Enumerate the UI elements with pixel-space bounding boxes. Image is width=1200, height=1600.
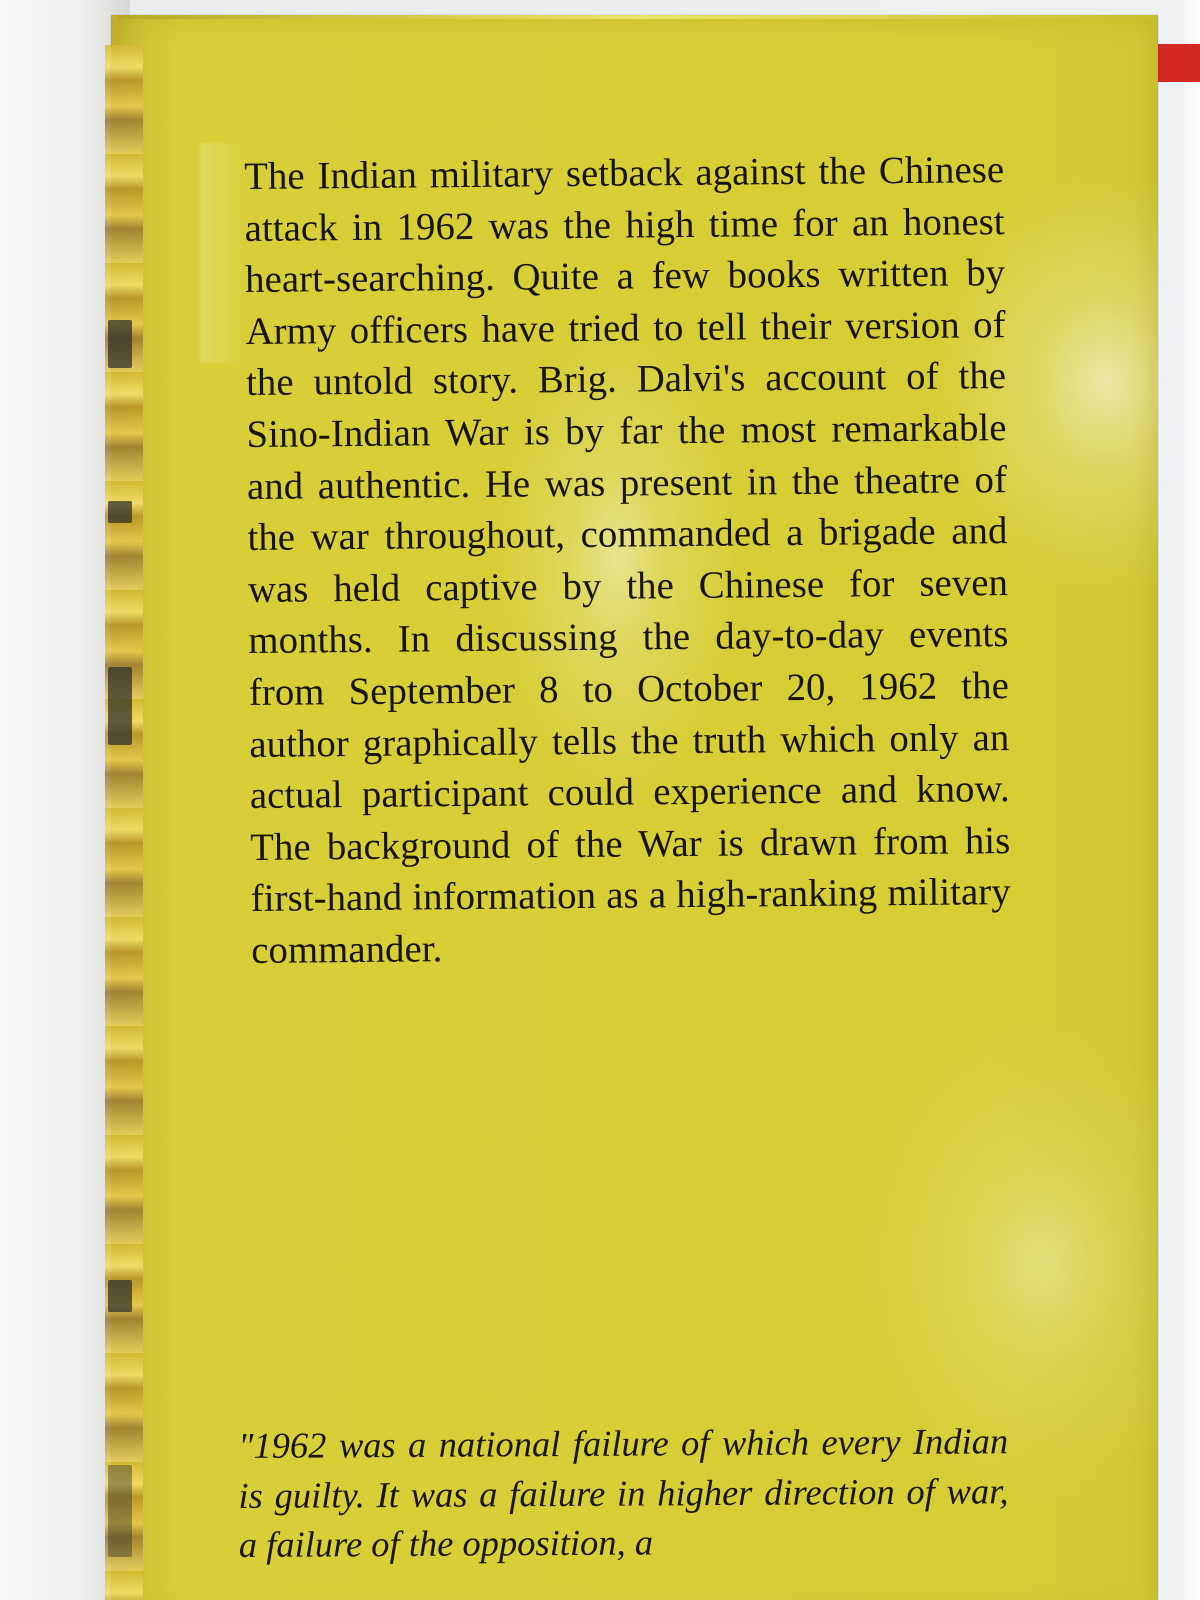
red-bookmark-strip [1155,44,1200,82]
spine-mark [108,1465,132,1557]
decorative-spine-edge [105,45,143,1600]
spine-mark [108,501,132,523]
page-edge [1184,0,1200,1600]
yellow-book-jacket [111,15,1158,1600]
back-cover-blurb: The Indian military setback against the Chinese attack in 1962 was the high time for an honest heart-searching. Quite a few books written by Army officers have tried to tell their version of the untold story. Brig. Dalvi's account of the Sino-Indian War is by far the most remarkable and authentic. He was present in the theatre of the war throughout, commanded a brigade and was held captive by the Chinese for seven months. In discussing the day-to-day events from September 8 to October 20, 1962 the author graphically tells the truth which only an actual participant could experience and know. The background of the War is drawn from his first-hand information as a high-ranking military commander. [244,149,1011,972]
cover-quote: "1962 was a national failure of which every Indian is guilty. It was a failure in higher direction of war, a failure of the opposition, a [238,1420,1009,1565]
spine-mark [108,667,132,745]
bottom-crop-shadow [118,1583,1158,1600]
spine-mark [108,320,132,368]
spine-mark [108,1280,132,1312]
cover-gloss-reflection [200,143,242,363]
